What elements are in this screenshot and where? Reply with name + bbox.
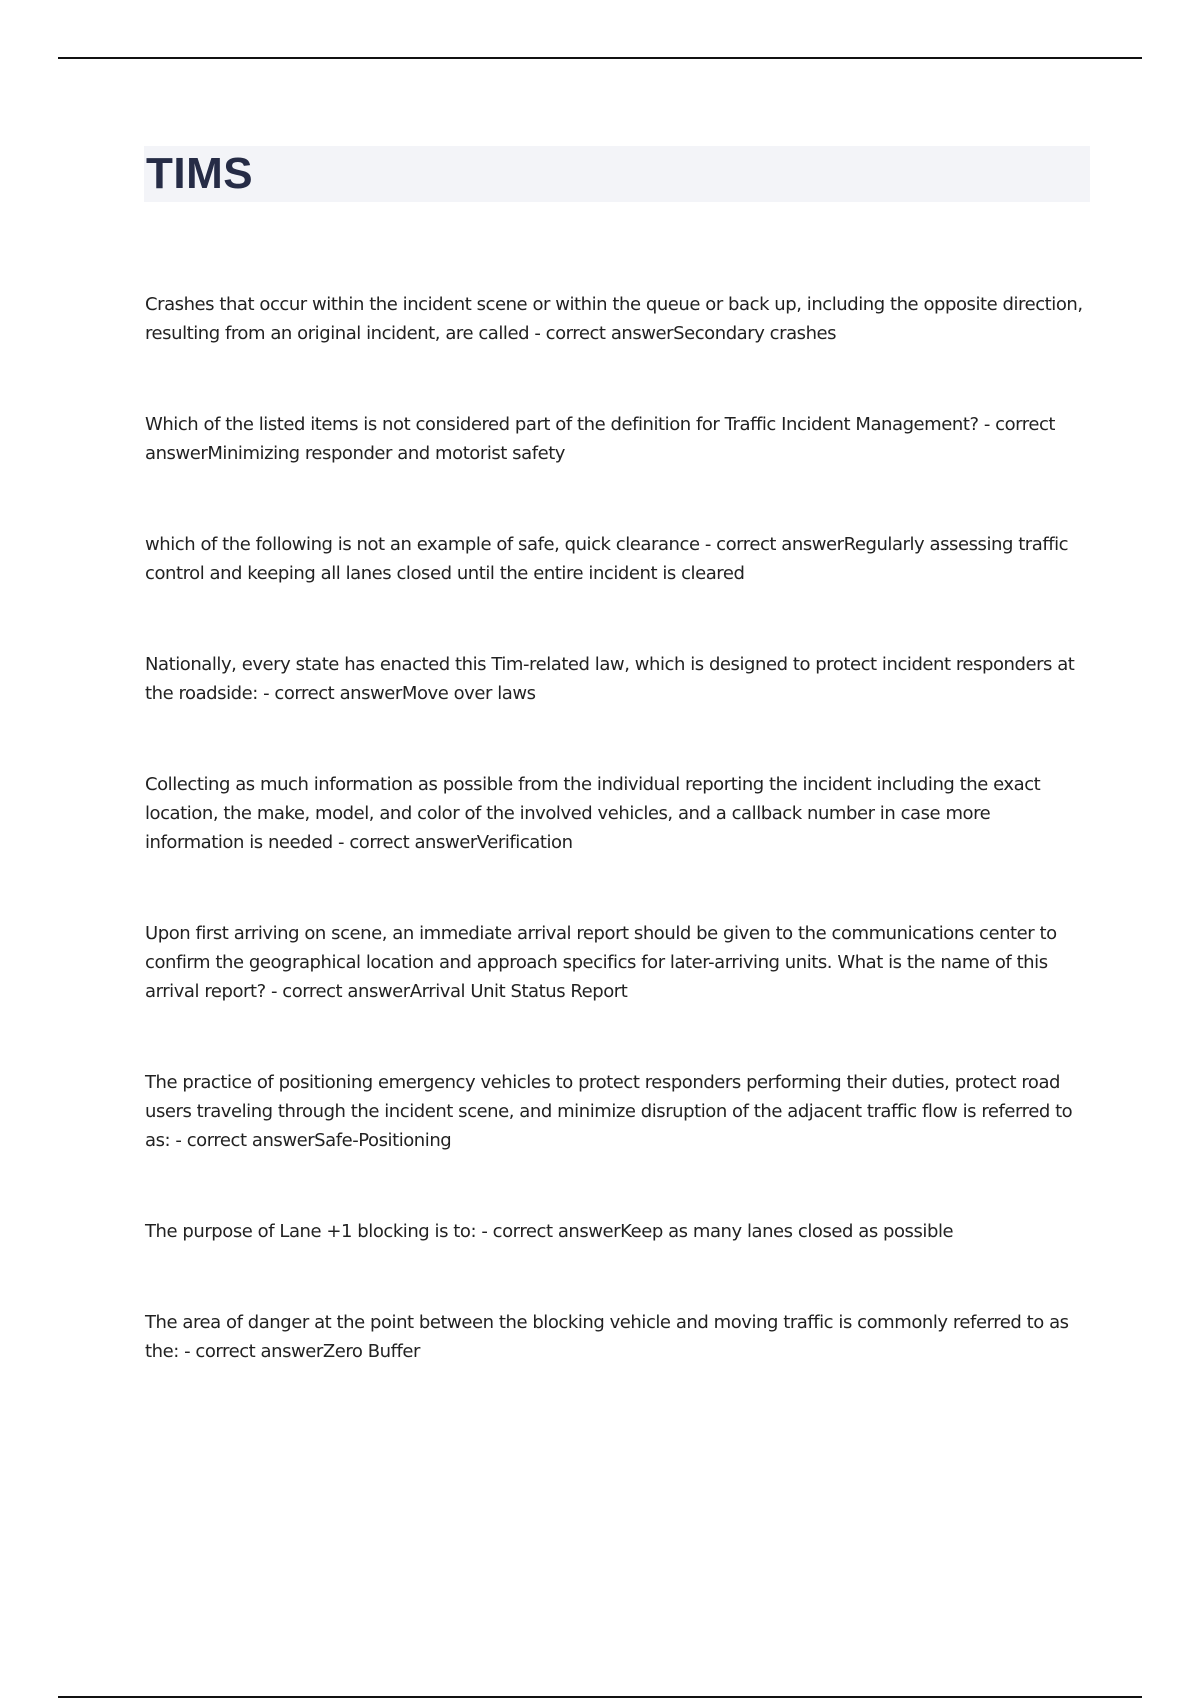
page-title: TIMS	[146, 149, 254, 198]
footer-rule	[58, 1696, 1142, 1698]
qa-item-4: Nationally, every state has enacted this Tim-related law, which is designed to protect incident responders at the roadside: - correct answerMove over laws	[145, 654, 1075, 704]
qa-item-9: The area of danger at the point between the blocking vehicle and moving traffic is commonly referred to as the: - correct answerZero Buffer	[145, 1312, 1069, 1362]
qa-item-3: which of the following is not an example of safe, quick clearance - correct answerRegularly assessing traffic control and keeping all lanes closed until the entire incident is cleared	[145, 534, 1069, 584]
title-band	[144, 146, 1090, 202]
qa-item-8: The purpose of Lane +1 blocking is to: - correct answerKeep as many lanes closed as possible	[145, 1221, 954, 1242]
qa-item-5: Collecting as much information as possible from the individual reporting the incident including the exact location, the make, model, and color of the involved vehicles, and a callback number in case more information is needed - correct answerVerification	[145, 774, 1041, 853]
qa-item-6: Upon first arriving on scene, an immediate arrival report should be given to the communications center to confirm the geographical location and approach specifics for later-arriving units. What is the name of this arrival report? - correct answerArrival Unit Status Report	[145, 923, 1057, 1002]
qa-item-7: The practice of positioning emergency vehicles to protect responders performing their duties, protect road users traveling through the incident scene, and minimize disruption of the adjacent traffic flow is referred to as: - correct answerSafe-Positioning	[145, 1072, 1073, 1151]
header-rule	[58, 57, 1142, 59]
qa-item-2: Which of the listed items is not considered part of the definition for Traffic Incident Management? - correct answerMinimizing responder and motorist safety	[145, 414, 1056, 464]
qa-item-1: Crashes that occur within the incident scene or within the queue or back up, including the opposite direction, resulting from an original incident, are called - correct answerSecondary crashes	[145, 294, 1083, 344]
